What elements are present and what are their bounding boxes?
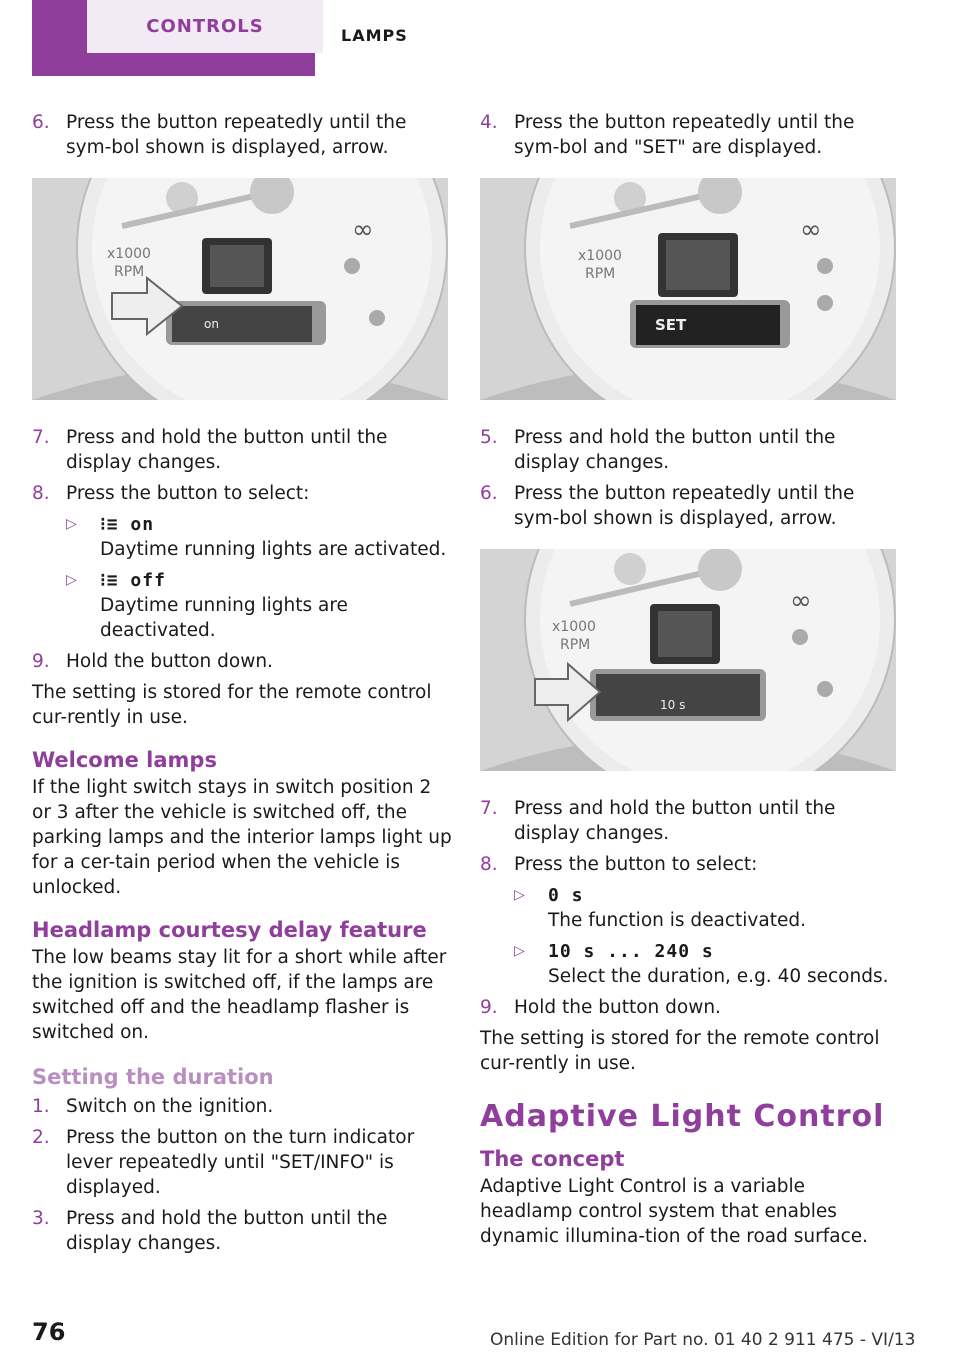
daytime-lights-on-symbol: ⁝≡ on xyxy=(100,514,155,535)
edition-footer: Online Edition for Part no. 01 40 2 911 475 - VI/13 xyxy=(490,1330,916,1350)
svg-text:x1000: x1000 xyxy=(578,248,622,264)
option-off: ▷ ⁝≡ off Daytime running lights are deactivated. xyxy=(66,568,452,643)
svg-text:x1000: x1000 xyxy=(552,619,596,635)
right-column xyxy=(480,110,900,1255)
svg-text:RPM: RPM xyxy=(114,264,145,280)
svg-text:RPM: RPM xyxy=(560,637,591,653)
option-on: ▷ ⁝≡ on Daytime running lights are activated. xyxy=(66,514,447,560)
welcome-lamps-heading: Welcome lamps xyxy=(32,748,217,772)
page-number: 76 xyxy=(32,1318,66,1346)
duration-range-symbol: 10 s ... 240 s xyxy=(548,941,714,962)
daytime-lights-off-symbol: ⁝≡ off xyxy=(100,570,166,591)
duration-step-2: 2. Press the button on the turn indicator lever repeatedly until "SET/INFO" is displayed. xyxy=(32,1127,415,1198)
step-8: 8. Press the button to select: xyxy=(32,483,310,504)
step-6: 6. Press the button repeatedly until the sym-bol shown is displayed, arrow. xyxy=(32,112,407,158)
adaptive-light-control-heading: Adaptive Light Control xyxy=(480,1099,885,1134)
courtesy-delay-text: The low beams stay lit for a short while after the ignition is switched off, if the lamps are switched off and the headlamp flasher is switched on. xyxy=(32,947,447,1043)
duration-step-1: 1. Switch on the ignition. xyxy=(32,1096,274,1117)
svg-text:∞: ∞ xyxy=(352,215,374,245)
step-5: 5. Press and hold the button until the display changes. xyxy=(480,427,836,473)
option-duration-range: ▷ 10 s ... 240 s Select the duration, e.g. 40 seconds. xyxy=(514,941,889,987)
step-7: 7. Press and hold the button until the display changes. xyxy=(32,427,388,473)
left-column xyxy=(32,110,452,1262)
svg-text:∞: ∞ xyxy=(800,215,822,245)
duration-heading: Setting the duration xyxy=(32,1065,274,1089)
section-label: LAMPS xyxy=(341,26,408,45)
duration-step-3: 3. Press and hold the button until the display changes. xyxy=(32,1208,388,1254)
step-8-right: 8. Press the button to select: xyxy=(480,854,758,875)
chapter-tab-label: CONTROLS xyxy=(87,0,323,53)
cluster-display-duration: 10 s xyxy=(660,698,686,712)
concept-text: Adaptive Light Control is a variable headlamp control system that enables dynamic illumina-tion of the road surface. xyxy=(480,1176,869,1247)
cluster-display-set: SET xyxy=(655,316,687,334)
chapter-tab xyxy=(32,0,315,76)
courtesy-delay-heading: Headlamp courtesy delay feature xyxy=(32,918,427,942)
step-6-right: 6. Press the button repeatedly until the sym-bol shown is displayed, arrow. xyxy=(480,483,855,529)
stored-note: The setting is stored for the remote control cur-rently in use. xyxy=(32,682,432,728)
concept-heading: The concept xyxy=(480,1147,625,1171)
instrument-cluster-photo-duration xyxy=(480,549,896,771)
rpm-scale-label: x1000 xyxy=(107,246,151,262)
stored-note-right: The setting is stored for the remote control cur-rently in use. xyxy=(480,1028,880,1074)
step-9-right: 9. Hold the button down. xyxy=(480,997,721,1018)
duration-0s-symbol: 0 s xyxy=(548,885,584,906)
svg-text:RPM: RPM xyxy=(585,266,616,282)
svg-text:∞: ∞ xyxy=(790,586,812,616)
step-7-right: 7. Press and hold the button until the display changes. xyxy=(480,798,836,844)
step-4: 4. Press the button repeatedly until the sym-bol and "SET" are displayed. xyxy=(480,112,855,158)
step-9: 9. Hold the button down. xyxy=(32,651,273,672)
instrument-cluster-photo-daytime-lights xyxy=(32,178,448,400)
instrument-cluster-photo-set xyxy=(480,178,896,400)
option-0s: ▷ 0 s The function is deactivated. xyxy=(514,885,806,931)
cluster-display-text: on xyxy=(204,317,219,331)
welcome-lamps-text: If the light switch stays in switch position 2 or 3 after the vehicle is switched off, the parking lamps and the interior lamps light up for a cer-tain period when the vehicle is unlocked. xyxy=(32,777,452,898)
